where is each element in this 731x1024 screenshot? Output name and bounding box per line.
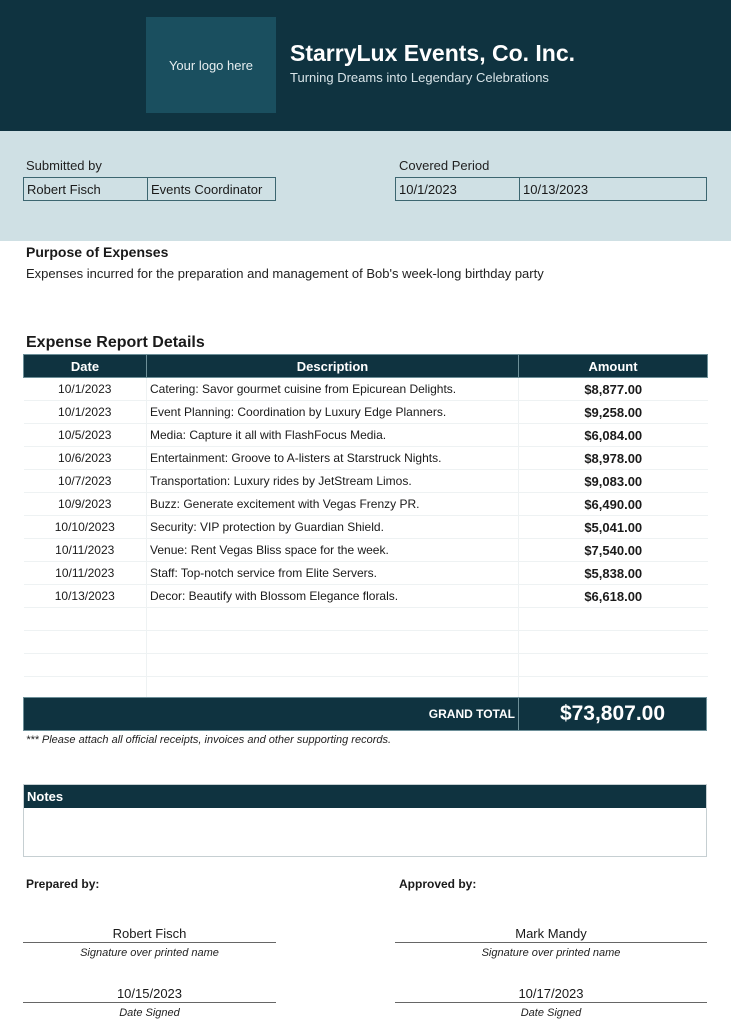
expense-description[interactable] [147, 654, 519, 677]
approved-by-signature[interactable]: Mark Mandy [395, 926, 707, 943]
logo-placeholder[interactable] [146, 17, 276, 113]
expense-date[interactable] [24, 608, 147, 631]
purpose-title: Purpose of Expenses [26, 244, 169, 260]
expense-date[interactable]: 10/1/2023 [24, 401, 147, 424]
expense-row [24, 631, 708, 654]
notes-title: Notes [24, 785, 706, 808]
expense-amount[interactable]: $5,838.00 [519, 562, 708, 585]
approved-by-date[interactable]: 10/17/2023 [395, 986, 707, 1003]
expense-date[interactable] [24, 631, 147, 654]
expense-table-header [24, 355, 708, 378]
purpose-text[interactable]: Expenses incurred for the preparation and management of Bob's week-long birthday party [26, 266, 544, 281]
expense-amount[interactable]: $8,877.00 [519, 378, 708, 401]
expense-row [24, 654, 708, 677]
expense-description[interactable]: Decor: Beautify with Blossom Elegance florals. [147, 585, 519, 608]
expense-date[interactable]: 10/9/2023 [24, 493, 147, 516]
expense-amount[interactable] [519, 654, 708, 677]
expense-row [24, 493, 708, 516]
column-header-amount: Amount [519, 355, 708, 378]
column-header-description: Description [147, 355, 519, 378]
report-header [0, 0, 731, 131]
expense-row [24, 447, 708, 470]
period-end-field[interactable]: 10/13/2023 [519, 178, 706, 200]
expense-table [23, 354, 708, 700]
expense-description[interactable] [147, 608, 519, 631]
expense-row [24, 401, 708, 424]
expense-date[interactable]: 10/6/2023 [24, 447, 147, 470]
expense-description[interactable]: Entertainment: Groove to A-listers at Starstruck Nights. [147, 447, 519, 470]
expense-amount[interactable]: $9,258.00 [519, 401, 708, 424]
grand-total-value: $73,807.00 [559, 702, 666, 725]
notes-section [23, 784, 707, 857]
approved-by-heading: Approved by: [399, 877, 477, 891]
submitter-role-field[interactable]: Events Coordinator [147, 178, 275, 200]
covered-period-fields [395, 177, 707, 201]
expense-date[interactable]: 10/5/2023 [24, 424, 147, 447]
expense-description[interactable]: Catering: Savor gourmet cuisine from Epicurean Delights. [147, 378, 519, 401]
info-band [0, 131, 731, 241]
expense-date[interactable]: 10/11/2023 [24, 539, 147, 562]
approved-by-signature-caption: Signature over printed name [481, 947, 621, 959]
submitter-name-field[interactable]: Robert Fisch [27, 182, 101, 197]
expense-row [24, 516, 708, 539]
expense-date[interactable]: 10/13/2023 [24, 585, 147, 608]
notes-field[interactable] [24, 808, 706, 856]
expense-date[interactable]: 10/10/2023 [24, 516, 147, 539]
expense-amount[interactable] [519, 631, 708, 654]
expense-description[interactable]: Event Planning: Coordination by Luxury Edge Planners. [147, 401, 519, 424]
expense-amount[interactable]: $6,618.00 [519, 585, 708, 608]
expense-date[interactable]: 10/11/2023 [24, 562, 147, 585]
submitted-by-label: Submitted by [26, 158, 102, 173]
prepared-by-signature-caption: Signature over printed name [80, 947, 219, 959]
expense-amount[interactable]: $9,083.00 [519, 470, 708, 493]
details-title: Expense Report Details [26, 334, 205, 351]
covered-period-label: Covered Period [399, 158, 490, 173]
submitted-by-fields [23, 177, 276, 201]
grand-total-bar [23, 697, 707, 731]
prepared-by-signature[interactable]: Robert Fisch [23, 926, 276, 943]
company-name: StarryLux Events, Co. Inc. [290, 40, 576, 66]
expense-date[interactable] [24, 654, 147, 677]
expense-description[interactable] [147, 631, 519, 654]
expense-amount[interactable] [519, 608, 708, 631]
expense-row [24, 424, 708, 447]
expense-amount[interactable]: $6,490.00 [519, 493, 708, 516]
column-header-date: Date [24, 355, 147, 378]
expense-row [24, 562, 708, 585]
expense-amount[interactable]: $8,978.00 [519, 447, 708, 470]
expense-description[interactable]: Venue: Rent Vegas Bliss space for the week. [147, 539, 519, 562]
company-tagline: Turning Dreams into Legendary Celebrations [290, 70, 549, 85]
expense-row [24, 539, 708, 562]
expense-description[interactable]: Media: Capture it all with FlashFocus Media. [147, 424, 519, 447]
logo-placeholder-text: Your logo here [168, 57, 254, 73]
expense-date[interactable]: 10/1/2023 [24, 378, 147, 401]
expense-description[interactable]: Security: VIP protection by Guardian Shield. [147, 516, 519, 539]
grand-total-label: GRAND TOTAL [24, 698, 519, 730]
expense-description[interactable]: Buzz: Generate excitement with Vegas Frenzy PR. [147, 493, 519, 516]
prepared-by-date-caption: Date Signed [119, 1007, 180, 1019]
expense-description[interactable]: Transportation: Luxury rides by JetStream Limos. [147, 470, 519, 493]
expense-amount[interactable]: $7,540.00 [519, 539, 708, 562]
expense-row [24, 608, 708, 631]
expense-date[interactable]: 10/7/2023 [24, 470, 147, 493]
expense-row [24, 470, 708, 493]
attachment-note: *** Please attach all official receipts, invoices and other supporting records. [26, 734, 392, 746]
period-start-field[interactable]: 10/1/2023 [399, 182, 457, 197]
prepared-by-heading: Prepared by: [26, 877, 100, 891]
expense-row [24, 378, 708, 401]
prepared-by-date[interactable]: 10/15/2023 [23, 986, 276, 1003]
expense-amount[interactable]: $6,084.00 [519, 424, 708, 447]
expense-amount[interactable]: $5,041.00 [519, 516, 708, 539]
expense-row [24, 585, 708, 608]
expense-description[interactable]: Staff: Top-notch service from Elite Servers. [147, 562, 519, 585]
approved-by-date-caption: Date Signed [520, 1007, 582, 1019]
